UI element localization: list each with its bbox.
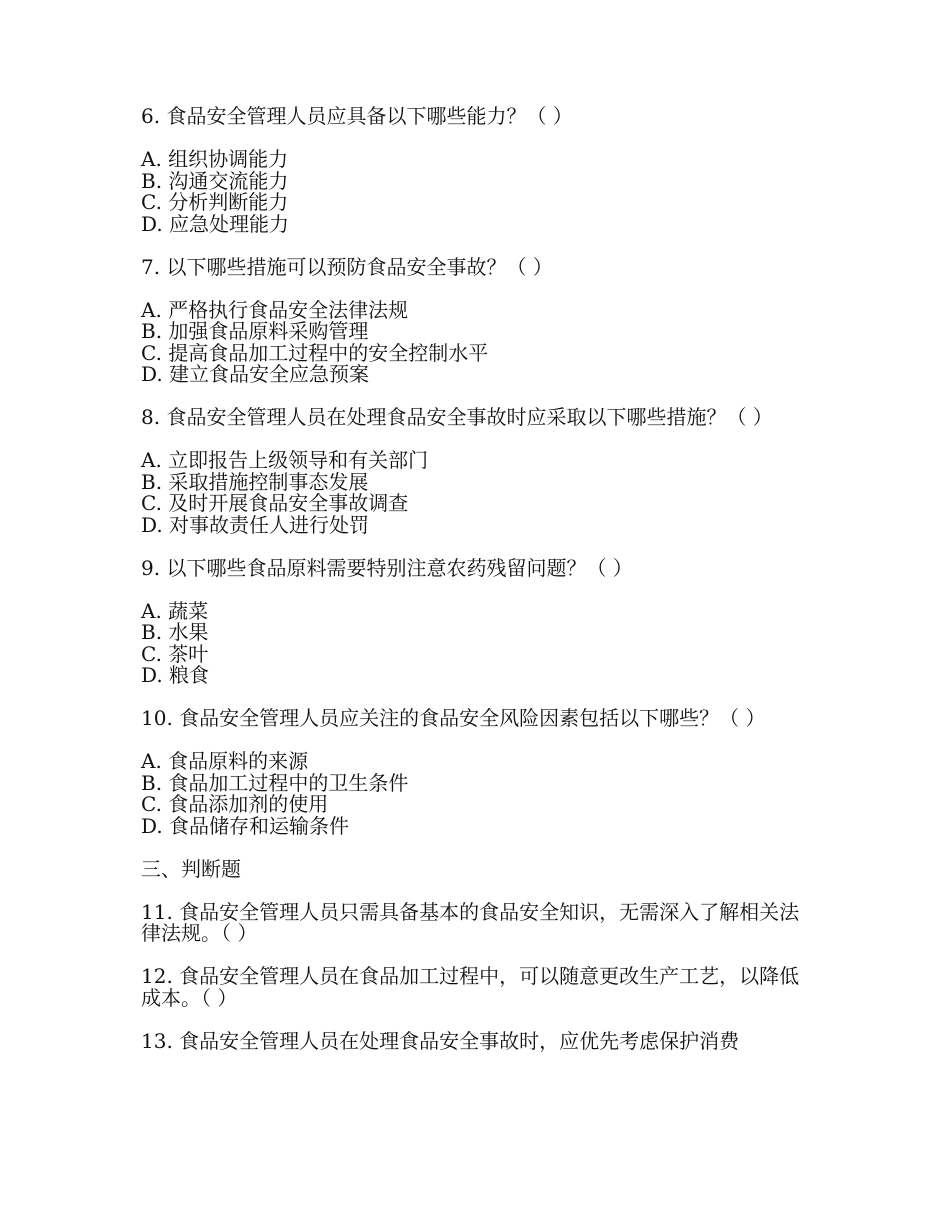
question-text: 12. 食品安全管理人员在食品加工过程中，可以随意更改生产工艺，以降低成本。（ ） (141, 964, 800, 1010)
option-d: D. 粮食 (141, 663, 210, 687)
option-c: C. 提高食品加工过程中的安全控制水平 (141, 340, 489, 365)
option-b: B. 沟通交流能力 (141, 168, 289, 193)
option-b: B. 食品加工过程中的卫生条件 (141, 770, 409, 795)
option-b: B. 水果 (141, 620, 209, 644)
question-8 (141, 407, 809, 536)
question-7 (141, 254, 809, 386)
option-b: B. 加强食品原料采购管理 (141, 319, 369, 343)
question-text: 6. 食品安全管理人员应具备以下哪些能力？（ ） (141, 104, 573, 128)
question-6 (141, 106, 809, 235)
question-text: 8. 食品安全管理人员在处理食品安全事故时应采取以下哪些措施？（ ） (141, 405, 773, 429)
question-11 (141, 899, 809, 945)
question-text: 7. 以下哪些措施可以预防食品安全事故？（ ） (141, 254, 553, 279)
option-a: A. 食品原料的来源 (141, 749, 309, 773)
option-list (141, 598, 809, 687)
option-b: B. 采取措施控制事态发展 (141, 469, 369, 494)
option-list (141, 297, 809, 386)
question-text: 13. 食品安全管理人员在处理食品安全事故时，应优先考虑保护消费 (141, 1028, 740, 1053)
option-c: C. 分析判断能力 (141, 190, 289, 214)
option-d: D. 食品储存和运输条件 (141, 813, 350, 838)
option-c: C. 食品添加剂的使用 (141, 792, 329, 816)
document-page (141, 106, 809, 1074)
option-d: D. 应急处理能力 (141, 211, 290, 236)
option-a: A. 立即报告上级领导和有关部门 (141, 448, 429, 472)
question-text: 11. 食品安全管理人员只需具备基本的食品安全知识，无需深入了解相关法律法规。（ ） (141, 899, 800, 945)
option-list (141, 751, 809, 837)
option-c: C. 茶叶 (141, 641, 209, 666)
section-title: 三、判断题 (141, 856, 241, 881)
option-a: A. 蔬菜 (141, 598, 209, 623)
option-c: C. 及时开展食品安全事故调查 (141, 491, 409, 515)
question-text: 9. 以下哪些食品原料需要特别注意农药残留问题？（ ） (141, 555, 633, 580)
question-9 (141, 555, 809, 687)
question-13 (141, 1028, 809, 1053)
option-d: D. 对事故责任人进行处罚 (141, 512, 370, 537)
option-a: A. 严格执行食品安全法律法规 (141, 297, 409, 322)
question-10 (141, 708, 809, 837)
option-a: A. 组织协调能力 (141, 147, 289, 171)
option-d: D. 建立食品安全应急预案 (141, 362, 370, 386)
question-12 (141, 966, 809, 1009)
question-text: 10. 食品安全管理人员应关注的食品安全风险因素包括以下哪些？（ ） (141, 706, 766, 730)
option-list (141, 450, 809, 536)
option-list (141, 149, 809, 235)
